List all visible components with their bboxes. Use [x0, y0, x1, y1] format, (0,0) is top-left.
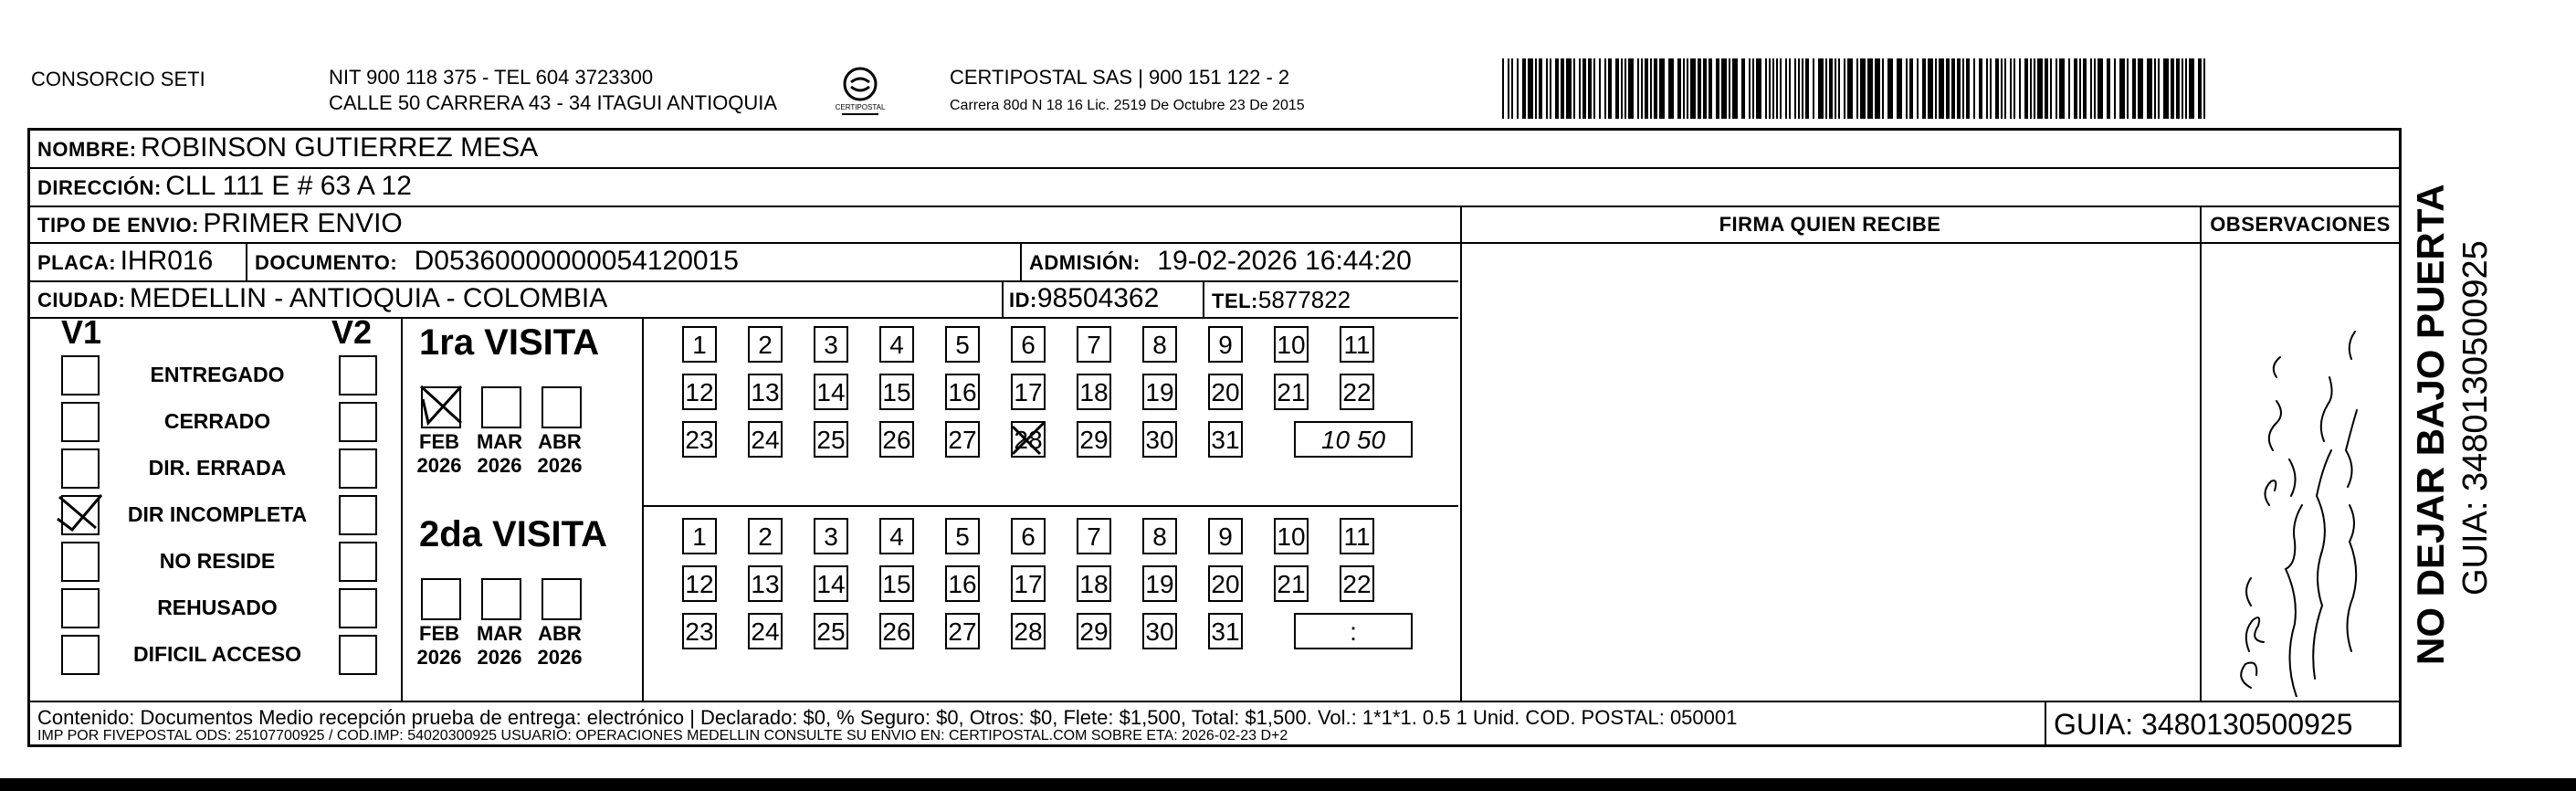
day-box[interactable]: 17 — [1011, 374, 1046, 410]
barcode-bar — [1604, 58, 1606, 119]
day-box[interactable]: 29 — [1077, 421, 1111, 458]
status-label: ENTREGADO — [150, 363, 285, 386]
barcode-bar — [1528, 58, 1533, 119]
barcode-bar — [1856, 58, 1858, 119]
barcode-bar — [1844, 58, 1845, 119]
barcode-bar — [1935, 58, 1937, 119]
v2-checkbox[interactable] — [339, 495, 377, 535]
ciudad-value: MEDELLIN - ANTIOQUIA - COLOMBIA — [129, 283, 608, 313]
month-label — [531, 430, 589, 478]
day-box[interactable]: 22 — [1340, 374, 1374, 410]
v1-checkbox[interactable] — [61, 402, 100, 442]
barcode-bar — [2050, 58, 2052, 119]
tipo-value: PRIMER ENVIO — [203, 208, 403, 238]
day-box[interactable]: 21 — [1274, 374, 1309, 410]
check-mark-icon — [54, 491, 105, 533]
day-box[interactable]: 8 — [1142, 326, 1177, 363]
barcode-bar — [2024, 58, 2028, 119]
barcode-bar — [1986, 58, 1988, 119]
tipo-label: TIPO DE ENVIO: — [37, 214, 199, 237]
barcode-bar — [1621, 58, 1623, 119]
tel-label: TEL: — [1212, 290, 1258, 312]
month-label — [470, 622, 529, 670]
barcode-bar — [2114, 58, 2116, 119]
barcode-bar — [1709, 58, 1712, 119]
barcode-bar — [2079, 58, 2081, 119]
day-box[interactable]: 3 — [814, 518, 848, 554]
address-line: CALLE 50 CARRERA 43 - 34 ITAGUI ANTIOQUIA — [329, 91, 778, 114]
barcode-bar — [2163, 58, 2169, 119]
day-box[interactable]: 2 — [748, 518, 783, 554]
barcode-bar — [2189, 58, 2194, 119]
id-cell — [1009, 283, 1159, 314]
month-label — [410, 430, 468, 478]
day-box[interactable]: 25 — [814, 613, 848, 649]
barcode-bar — [1928, 58, 1933, 119]
day-box[interactable]: 1 — [682, 326, 717, 363]
direccion-value: CLL 111 E # 63 A 12 — [165, 171, 412, 201]
barcode-bar — [2074, 58, 2077, 119]
barcode-bar — [1588, 58, 1592, 119]
month-name: ABR — [538, 430, 582, 453]
v1-checkbox[interactable] — [61, 588, 100, 628]
day-box[interactable]: 20 — [1208, 565, 1243, 602]
barcode-bar — [1780, 58, 1782, 119]
barcode-bar — [1882, 58, 1884, 119]
documento-cell — [255, 246, 739, 277]
handwritten-observation — [2214, 268, 2388, 697]
certipostal-logo — [835, 64, 886, 121]
v1-checkbox[interactable] — [61, 635, 100, 675]
day-box[interactable]: 28 — [1011, 613, 1046, 649]
barcode-bar — [1769, 58, 1771, 119]
barcode-bar — [1847, 58, 1853, 119]
barcode-bar — [2107, 58, 2110, 119]
license-line: Carrera 80d N 18 16 Lic. 2519 De Octubre 23 De 2015 — [950, 98, 1305, 113]
barcode-bar — [1593, 58, 1595, 119]
placa-cell — [37, 246, 213, 277]
barcode-bar — [1624, 58, 1626, 119]
barcode — [1502, 58, 2205, 119]
placa-value: IHR016 — [120, 246, 214, 276]
month-name: FEB — [419, 430, 459, 453]
day-box[interactable]: 7 — [1077, 518, 1111, 554]
barcode-bar — [1690, 58, 1696, 119]
barcode-bar — [1703, 58, 1707, 119]
barcode-bar — [1522, 58, 1526, 119]
documento-label: DOCUMENTO: — [255, 251, 398, 274]
month-checkbox[interactable] — [481, 386, 521, 428]
barcode-bar — [1825, 58, 1827, 119]
day-box[interactable]: 14 — [814, 565, 848, 602]
barcode-bar — [1716, 58, 1719, 119]
barcode-bar — [1887, 58, 1893, 119]
barcode-bar — [1909, 58, 1913, 119]
barcode-bar — [1906, 58, 1908, 119]
day-box[interactable]: 23 — [682, 421, 717, 458]
day-box[interactable]: 24 — [748, 421, 783, 458]
nombre-label: NOMBRE: — [37, 138, 137, 161]
status-label: DIR. ERRADA — [148, 456, 287, 480]
month-checkbox[interactable] — [541, 578, 582, 620]
barcode-bar — [2098, 58, 2103, 119]
barcode-bar — [1517, 58, 1519, 119]
shipping-form — [27, 128, 2402, 747]
month-year: 2026 — [477, 454, 522, 477]
v1-checkbox[interactable] — [61, 355, 100, 396]
barcode-bar — [2119, 58, 2125, 119]
day-box[interactable]: 22 — [1340, 565, 1374, 602]
day-box[interactable]: 31 — [1208, 613, 1243, 649]
barcode-bar — [1939, 58, 1944, 119]
nombre-row — [37, 132, 538, 163]
day-box[interactable]: 26 — [879, 421, 914, 458]
day-box[interactable]: 11 — [1340, 518, 1374, 554]
barcode-bar — [1502, 58, 1504, 119]
month-year: 2026 — [537, 646, 583, 669]
day-box[interactable]: 29 — [1077, 613, 1111, 649]
barcode-bar — [1741, 58, 1745, 119]
day-box[interactable]: 1 — [682, 518, 717, 554]
barcode-bar — [1641, 58, 1643, 119]
barcode-bar — [1962, 58, 1964, 119]
month-name: FEB — [419, 622, 459, 645]
barcode-bar — [1875, 58, 1880, 119]
barcode-bar — [1539, 58, 1542, 119]
barcode-bar — [1749, 58, 1751, 119]
barcode-bar — [1654, 58, 1657, 119]
month-year: 2026 — [537, 454, 583, 477]
barcode-bar — [1650, 58, 1652, 119]
barcode-bar — [2171, 58, 2174, 119]
barcode-bar — [1645, 58, 1648, 119]
barcode-bar — [1729, 58, 1730, 119]
day-box[interactable]: 18 — [1077, 565, 1111, 602]
barcode-bar — [1508, 58, 1509, 119]
day-box[interactable]: 10 — [1274, 518, 1309, 554]
day-box[interactable]: 19 — [1142, 565, 1177, 602]
day-box[interactable]: 30 — [1142, 421, 1177, 458]
svg-text:O Sea Ñegan fuera de Coerng a: O Sea Ñegan fuera de Coerng a choque final numero gelt — [2214, 268, 2238, 269]
status-label: DIFICIL ACCESO — [132, 642, 301, 666]
check-mark-icon — [1007, 417, 1049, 459]
barcode-bar — [2083, 58, 2087, 119]
v2-checkbox[interactable] — [339, 542, 377, 582]
barcode-bar — [1802, 58, 1803, 119]
month-label — [470, 430, 529, 478]
day-box[interactable]: 15 — [879, 374, 914, 410]
barcode-bar — [2132, 58, 2136, 119]
day-box[interactable]: 5 — [945, 326, 980, 363]
v2-checkbox[interactable] — [339, 635, 377, 675]
barcode-bar — [2019, 58, 2021, 119]
company-name: CONSORCIO SETI — [31, 68, 205, 90]
barcode-bar — [1785, 58, 1787, 119]
day-box[interactable]: 17 — [1011, 565, 1046, 602]
barcode-bar — [2090, 58, 2092, 119]
barcode-bar — [2094, 58, 2096, 119]
v1-checkbox[interactable] — [61, 542, 100, 582]
observaciones-header: OBSERVACIONES — [2210, 213, 2391, 236]
day-box[interactable]: 18 — [1077, 374, 1111, 410]
v2-checkbox[interactable] — [339, 448, 377, 489]
barcode-bar — [1917, 58, 1919, 119]
day-box[interactable]: 21 — [1274, 565, 1309, 602]
barcode-bar — [1966, 58, 1970, 119]
barcode-bar — [2182, 58, 2183, 119]
barcode-bar — [1860, 58, 1866, 119]
documento-value: D05360000000054120015 — [414, 246, 739, 276]
barcode-bar — [1721, 58, 1727, 119]
barcode-bar — [2045, 58, 2048, 119]
barcode-bar — [1573, 58, 1575, 119]
barcode-bar — [1511, 58, 1513, 119]
v1-checkbox[interactable] — [61, 448, 100, 489]
status-label: REHUSADO — [157, 596, 278, 619]
barcode-bar — [1951, 58, 1955, 119]
day-box[interactable]: 12 — [682, 374, 717, 410]
month-year: 2026 — [477, 646, 522, 669]
v2-header: V2 — [331, 313, 373, 351]
barcode-bar — [1546, 58, 1548, 119]
day-box[interactable]: 13 — [748, 374, 783, 410]
month-checkbox[interactable] — [481, 578, 521, 620]
barcode-bar — [1698, 58, 1701, 119]
ciudad-label: CIUDAD: — [37, 289, 126, 311]
barcode-bar — [1973, 58, 1975, 119]
day-box[interactable]: 6 — [1011, 518, 1046, 554]
barcode-bar — [2158, 58, 2160, 119]
barcode-bar — [1732, 58, 1738, 119]
barcode-bar — [1957, 58, 1961, 119]
admision-label: ADMISIÓN: — [1029, 251, 1141, 274]
check-mark-icon — [415, 381, 470, 427]
barcode-bar — [1683, 58, 1685, 119]
barcode-bar — [1829, 58, 1833, 119]
day-box[interactable]: 9 — [1208, 326, 1243, 363]
barcode-bar — [1615, 58, 1619, 119]
barcode-bar — [1772, 58, 1774, 119]
day-box[interactable]: 7 — [1077, 326, 1111, 363]
barcode-bar — [1789, 58, 1791, 119]
barcode-bar — [2013, 58, 2015, 119]
barcode-bar — [1805, 58, 1809, 119]
v2-checkbox[interactable] — [339, 355, 377, 396]
barcode-bar — [2059, 58, 2065, 119]
bottom-edge — [0, 778, 2576, 791]
day-box[interactable]: 30 — [1142, 613, 1177, 649]
day-box[interactable]: 13 — [748, 565, 783, 602]
certipostal-line: CERTIPOSTAL SAS | 900 151 122 - 2 — [950, 66, 1290, 89]
id-value: 98504362 — [1036, 283, 1160, 313]
barcode-bar — [1818, 58, 1824, 119]
month-year: 2026 — [416, 454, 462, 477]
footer-content: Contenido: Documentos Medio recepción prueba de entrega: electrónico | Declarado: $0, % Seguro: $0, Otros: $0, Flete: $1,500, Total: $1,500. Vol.: 1*1*1. 0.5 1 Unid. COD. POSTAL: 050001 — [37, 706, 1738, 729]
status-label: NO RESIDE — [159, 549, 276, 573]
firma-header: FIRMA QUIEN RECIBE — [1719, 213, 1941, 236]
tipo-row — [37, 208, 403, 239]
day-box[interactable]: 2 — [748, 326, 783, 363]
status-label: DIR INCOMPLETA — [127, 502, 308, 526]
nombre-value: ROBINSON GUTIERREZ MESA — [141, 132, 539, 163]
day-box[interactable]: 4 — [879, 518, 914, 554]
barcode-bar — [1566, 58, 1572, 119]
month-checkbox[interactable] — [421, 578, 461, 620]
barcode-bar — [1599, 58, 1601, 119]
footer-imp: IMP POR FIVEPOSTAL ODS: 25107700925 / COD.IMP: 54020300925 USUARIO: OPERACIONES MEDELLIN CONSULTE SU ENVIO EN: CERTIPOSTAL.COM SOBRE ETA: 2026-02-23 D+2 — [37, 728, 1288, 744]
barcode-bar — [1582, 58, 1586, 119]
barcode-bar — [1776, 58, 1778, 119]
footer-guia: GUIA: 3480130500925 — [2054, 708, 2353, 741]
nit-line: NIT 900 118 375 - TEL 604 3723300 — [329, 66, 654, 89]
placa-label: PLACA: — [37, 251, 117, 274]
barcode-bar — [1628, 58, 1634, 119]
barcode-bar — [1535, 58, 1537, 119]
v2-checkbox[interactable] — [339, 402, 377, 442]
barcode-bar — [1765, 58, 1767, 119]
barcode-bar — [1668, 58, 1674, 119]
day-box[interactable]: 5 — [945, 518, 980, 554]
barcode-bar — [1555, 58, 1559, 119]
barcode-bar — [2034, 58, 2035, 119]
day-box[interactable]: 16 — [945, 565, 980, 602]
day-box[interactable]: 27 — [945, 421, 980, 458]
barcode-bar — [2004, 58, 2006, 119]
direccion-label: DIRECCIÓN: — [37, 176, 162, 199]
barcode-bar — [2010, 58, 2012, 119]
barcode-bar — [1608, 58, 1612, 119]
v2-checkbox[interactable] — [339, 588, 377, 628]
barcode-bar — [1550, 58, 1551, 119]
month-label — [410, 622, 468, 670]
barcode-bar — [1835, 58, 1836, 119]
barcode-bar — [2176, 58, 2180, 119]
day-box[interactable]: 11 — [1340, 326, 1374, 363]
ciudad-cell — [37, 283, 607, 314]
barcode-bar — [1677, 58, 1681, 119]
month-name: MAR — [476, 430, 523, 453]
barcode-bar — [2127, 58, 2129, 119]
day-box[interactable]: 16 — [945, 374, 980, 410]
day-box[interactable]: 31 — [1208, 421, 1243, 458]
visit1-title: 1ra VISITA — [419, 322, 600, 363]
barcode-bar — [1813, 58, 1814, 119]
side-guia: GUIA: 3480130500925 — [2456, 240, 2495, 596]
barcode-bar — [1756, 58, 1761, 119]
day-box[interactable]: 25 — [814, 421, 848, 458]
barcode-bar — [1687, 58, 1688, 119]
barcode-bar — [1838, 58, 1840, 119]
day-box[interactable]: 14 — [814, 374, 848, 410]
tel-value: 5877822 — [1257, 286, 1351, 313]
barcode-bar — [1659, 58, 1665, 119]
time-box[interactable]: : — [1294, 613, 1413, 649]
barcode-bar — [1979, 58, 1982, 119]
day-box[interactable]: 9 — [1208, 518, 1243, 554]
id-label: ID: — [1009, 289, 1037, 311]
month-year: 2026 — [416, 646, 462, 669]
svg-text:CERTIPOSTAL: CERTIPOSTAL — [835, 103, 886, 111]
day-box[interactable]: 6 — [1011, 326, 1046, 363]
day-box[interactable]: 28 — [1011, 421, 1046, 458]
barcode-bar — [2185, 58, 2187, 119]
barcode-bar — [1579, 58, 1581, 119]
day-box[interactable]: 15 — [879, 565, 914, 602]
day-box[interactable]: 3 — [814, 326, 848, 363]
barcode-bar — [1922, 58, 1926, 119]
barcode-bar — [1752, 58, 1754, 119]
day-box[interactable]: 8 — [1142, 518, 1177, 554]
barcode-bar — [1990, 58, 1992, 119]
barcode-bar — [1561, 58, 1564, 119]
barcode-bar — [2056, 58, 2057, 119]
day-box[interactable]: 24 — [748, 613, 783, 649]
barcode-bar — [1637, 58, 1639, 119]
day-box[interactable]: 4 — [879, 326, 914, 363]
day-box[interactable]: 23 — [682, 613, 717, 649]
barcode-bar — [2037, 58, 2043, 119]
v1-header: V1 — [61, 313, 102, 351]
barcode-bar — [1794, 58, 1796, 119]
barcode-bar — [1946, 58, 1950, 119]
barcode-bar — [1867, 58, 1873, 119]
month-name: MAR — [476, 622, 523, 645]
day-box[interactable]: 19 — [1142, 374, 1177, 410]
day-box[interactable]: 27 — [945, 613, 980, 649]
barcode-bar — [2068, 58, 2070, 119]
barcode-bar — [2154, 58, 2156, 119]
tel-cell — [1212, 286, 1351, 314]
barcode-bar — [2147, 58, 2152, 119]
status-label: CERRADO — [163, 409, 271, 433]
barcode-bar — [2198, 58, 2202, 119]
month-label — [531, 622, 589, 670]
barcode-bar — [2138, 58, 2143, 119]
admision-cell — [1029, 246, 1412, 277]
admision-value: 19-02-2026 16:44:20 — [1157, 246, 1412, 276]
time-box[interactable]: 10 50 — [1294, 421, 1413, 458]
day-box[interactable]: 20 — [1208, 374, 1243, 410]
month-checkbox[interactable] — [541, 386, 582, 428]
day-box[interactable]: 26 — [879, 613, 914, 649]
barcode-bar — [1897, 58, 1902, 119]
day-box[interactable]: 10 — [1274, 326, 1309, 363]
visit2-title: 2da VISITA — [419, 514, 607, 554]
no-dejar-bajo-puerta: NO DEJAR BAJO PUERTA — [2409, 184, 2452, 665]
barcode-bar — [1995, 58, 1999, 119]
barcode-bar — [2030, 58, 2032, 119]
direccion-row — [37, 171, 412, 202]
month-name: ABR — [538, 622, 582, 645]
day-box[interactable]: 12 — [682, 565, 717, 602]
barcode-bar — [1798, 58, 1800, 119]
barcode-bar — [2001, 58, 2003, 119]
barcode-bar — [2203, 58, 2205, 119]
